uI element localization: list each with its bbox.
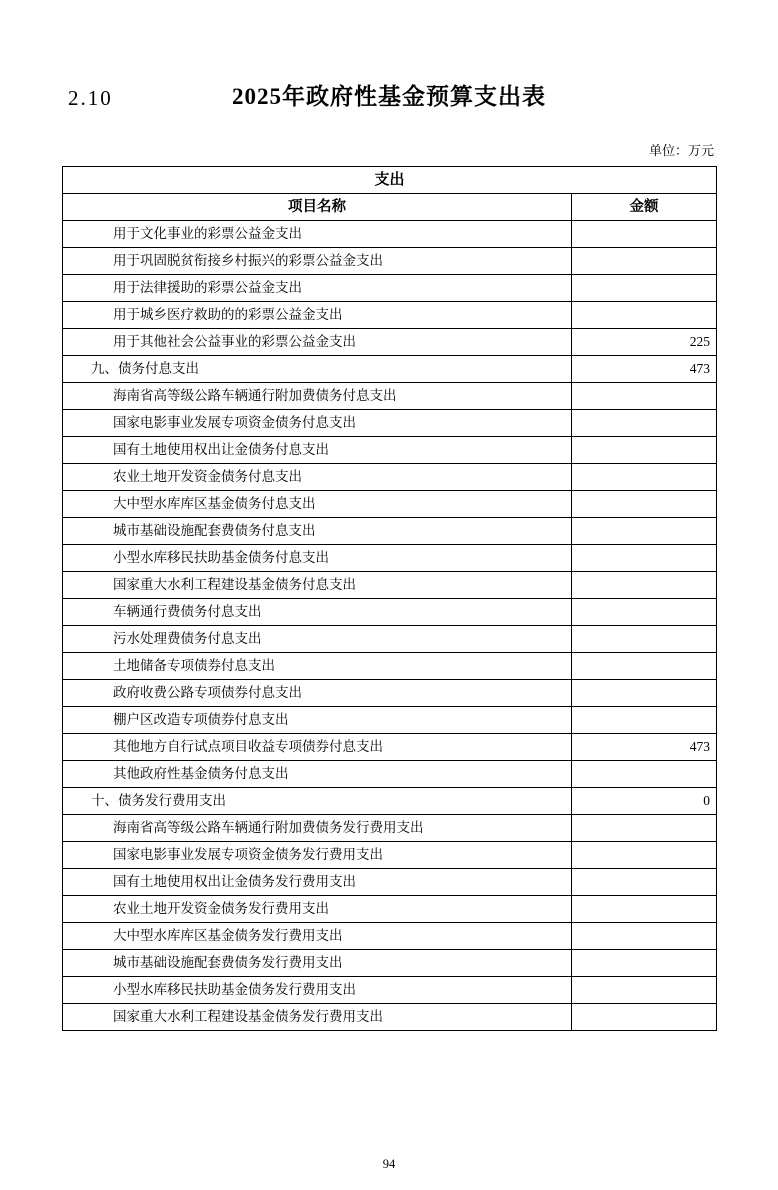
amount-cell <box>572 653 717 680</box>
document-header <box>62 78 716 134</box>
table-row <box>63 923 717 950</box>
item-name-cell: 车辆通行费债务付息支出 <box>63 599 572 626</box>
table-row <box>63 302 717 329</box>
item-name-cell: 国有土地使用权出让金债务发行费用支出 <box>63 869 572 896</box>
item-name-cell: 政府收费公路专项债券付息支出 <box>63 680 572 707</box>
table-header-span-row <box>63 167 717 194</box>
amount-cell <box>572 464 717 491</box>
amount-cell <box>572 545 717 572</box>
table-row <box>63 410 717 437</box>
item-name-cell: 城市基础设施配套费债务付息支出 <box>63 518 572 545</box>
item-name-cell: 用于巩固脱贫衔接乡村振兴的彩票公益金支出 <box>63 248 572 275</box>
amount-cell <box>572 626 717 653</box>
table-row <box>63 815 717 842</box>
amount-cell <box>572 302 717 329</box>
amount-cell <box>572 383 717 410</box>
amount-cell <box>572 410 717 437</box>
table-row <box>63 518 717 545</box>
amount-cell <box>572 437 717 464</box>
table-row <box>63 572 717 599</box>
item-name-cell: 土地储备专项债券付息支出 <box>63 653 572 680</box>
item-name-cell: 用于文化事业的彩票公益金支出 <box>63 221 572 248</box>
item-name-cell: 用于其他社会公益事业的彩票公益金支出 <box>63 329 572 356</box>
table-span-header: 支出 <box>63 167 717 194</box>
page-title: 2025年政府性基金预算支出表 <box>232 84 546 109</box>
table-row <box>63 1004 717 1031</box>
table-row <box>63 761 717 788</box>
amount-cell <box>572 572 717 599</box>
table-column-header-row <box>63 194 717 221</box>
amount-cell <box>572 842 717 869</box>
amount-cell <box>572 707 717 734</box>
amount-cell <box>572 275 717 302</box>
item-name-cell: 其他政府性基金债务付息支出 <box>63 761 572 788</box>
item-name-cell: 国家电影事业发展专项资金债务付息支出 <box>63 410 572 437</box>
amount-cell <box>572 491 717 518</box>
table-row <box>63 680 717 707</box>
amount-cell <box>572 518 717 545</box>
item-name-cell: 海南省高等级公路车辆通行附加费债务发行费用支出 <box>63 815 572 842</box>
amount-cell <box>572 221 717 248</box>
table-row <box>63 842 717 869</box>
item-name-cell: 农业土地开发资金债务付息支出 <box>63 464 572 491</box>
table-row <box>63 248 717 275</box>
item-name-cell: 小型水库移民扶助基金债务发行费用支出 <box>63 977 572 1004</box>
table-row <box>63 599 717 626</box>
amount-cell <box>572 896 717 923</box>
item-name-cell: 用于城乡医疗救助的的彩票公益金支出 <box>63 302 572 329</box>
table-row <box>63 653 717 680</box>
amount-cell: 0 <box>572 788 717 815</box>
amount-cell <box>572 977 717 1004</box>
amount-cell <box>572 815 717 842</box>
document-page <box>0 78 778 1190</box>
item-name-cell: 国家电影事业发展专项资金债务发行费用支出 <box>63 842 572 869</box>
column-header-name: 项目名称 <box>63 194 572 221</box>
table-row <box>63 896 717 923</box>
item-name-cell: 小型水库移民扶助基金债务付息支出 <box>63 545 572 572</box>
table-row <box>63 707 717 734</box>
amount-cell <box>572 761 717 788</box>
category-name-cell: 九、债务付息支出 <box>63 356 572 383</box>
amount-cell: 225 <box>572 329 717 356</box>
table-row <box>63 950 717 977</box>
page-number: 94 <box>382 1157 396 1171</box>
item-name-cell: 国有土地使用权出让金债务付息支出 <box>63 437 572 464</box>
amount-cell: 473 <box>572 734 717 761</box>
item-name-cell: 农业土地开发资金债务发行费用支出 <box>63 896 572 923</box>
amount-cell <box>572 599 717 626</box>
amount-cell <box>572 680 717 707</box>
table-body <box>63 167 717 1031</box>
amount-cell <box>572 923 717 950</box>
table-row <box>63 869 717 896</box>
item-name-cell: 棚户区改造专项债券付息支出 <box>63 707 572 734</box>
amount-cell: 473 <box>572 356 717 383</box>
table-row <box>63 221 717 248</box>
table-row <box>63 626 717 653</box>
item-name-cell: 大中型水库库区基金债务付息支出 <box>63 491 572 518</box>
item-name-cell: 其他地方自行试点项目收益专项债券付息支出 <box>63 734 572 761</box>
table-row <box>63 356 717 383</box>
table-row <box>63 734 717 761</box>
table-row <box>63 437 717 464</box>
amount-cell <box>572 869 717 896</box>
table-row <box>63 977 717 1004</box>
item-name-cell: 城市基础设施配套费债务发行费用支出 <box>63 950 572 977</box>
table-row <box>63 491 717 518</box>
section-number: 2.10 <box>68 86 113 110</box>
amount-cell <box>572 1004 717 1031</box>
table-row <box>63 383 717 410</box>
category-name-cell: 十、债务发行费用支出 <box>63 788 572 815</box>
item-name-cell: 国家重大水利工程建设基金债务发行费用支出 <box>63 1004 572 1031</box>
item-name-cell: 海南省高等级公路车辆通行附加费债务付息支出 <box>63 383 572 410</box>
item-name-cell: 国家重大水利工程建设基金债务付息支出 <box>63 572 572 599</box>
item-name-cell: 大中型水库库区基金债务发行费用支出 <box>63 923 572 950</box>
table-row <box>63 464 717 491</box>
table-row <box>63 329 717 356</box>
table-row <box>63 545 717 572</box>
column-header-amount: 金额 <box>572 194 717 221</box>
budget-expenditure-table <box>62 166 717 1031</box>
item-name-cell: 用于法律援助的彩票公益金支出 <box>63 275 572 302</box>
amount-cell <box>572 248 717 275</box>
item-name-cell: 污水处理费债务付息支出 <box>63 626 572 653</box>
amount-cell <box>572 950 717 977</box>
table-row <box>63 788 717 815</box>
table-row <box>63 275 717 302</box>
unit-note: 单位：万元 <box>648 143 714 158</box>
